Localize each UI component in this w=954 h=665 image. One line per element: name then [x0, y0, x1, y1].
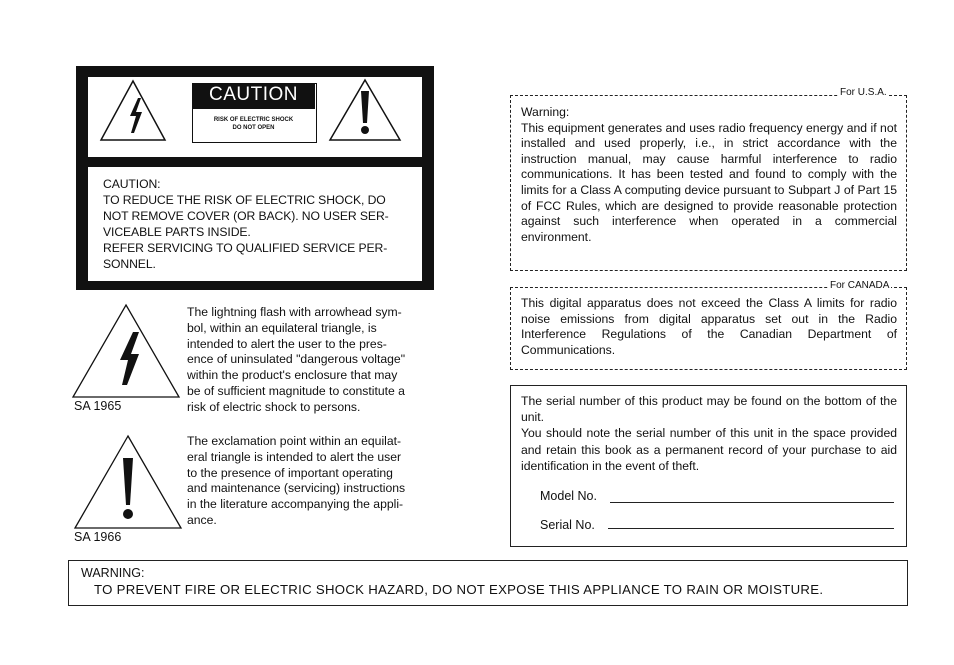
description-line: within the product's enclosure that may	[187, 368, 398, 383]
caution-line: CAUTION:	[103, 177, 161, 191]
caution-badge-sub1: RISK OF ELECTRIC SHOCK	[213, 117, 294, 123]
serial-paragraph-1: The serial number of this product may be found on the bottom of the unit.	[521, 394, 897, 425]
caution-line: REFER SERVICING TO QUALIFIED SERVICE PER-	[103, 241, 388, 255]
description-line: intended to alert the user to the pres-	[187, 336, 387, 351]
description-line: ance.	[187, 512, 217, 527]
description-line: eral triangle is intended to alert the user	[187, 449, 402, 464]
serial-paragraph-2: You should note the serial number of this unit in the space provided and retain this book as a permanent record of your purchase to aid identification in the event of theft.	[521, 426, 897, 473]
description-line: The lightning flash with arrowhead sym-	[187, 305, 402, 319]
exclamation-warning-icon	[327, 77, 403, 145]
caution-badge-sub2: DO NOT OPEN	[232, 125, 275, 131]
description-line: ence of uninsulated "dangerous voltage"	[187, 352, 406, 367]
exclamation-triangle-icon	[72, 433, 184, 531]
model-no-field[interactable]	[610, 502, 894, 503]
usa-tag: For U.S.A.	[840, 87, 887, 98]
exclamation-description	[187, 434, 442, 529]
description-line: risk of electric shock to persons.	[187, 399, 361, 414]
canada-tag: For CANADA	[830, 280, 890, 291]
usa-warning-body: This equipment generates and uses radio frequency energy and if not installed and used properly, i.e., in strict accordance with the instruction manual, may cause harmful interference to radio communications. It has been tested and found to comply with the limits for a Class A computing device pursuant to Subpart J of Part 15 of FCC Rules, which are designed to provide reasonable protection against such interference when operated in a commercial environment.	[521, 120, 897, 244]
lightning-warning-icon	[98, 78, 168, 144]
serial-no-field[interactable]	[608, 528, 894, 529]
model-no-label: Model No.	[540, 489, 597, 503]
caution-line: TO REDUCE THE RISK OF ELECTRIC SHOCK, DO	[103, 193, 386, 207]
description-line: be of sufficient magnitude to constitute a	[187, 383, 405, 398]
lightning-description	[187, 305, 442, 416]
caution-line: NOT REMOVE COVER (OR BACK). NO USER SER-	[103, 209, 389, 223]
canada-notice-body: This digital apparatus does not exceed the Class A limits for radio noise emissions from digital apparatus set out in the Radio Interference Regulations of the Canadian Department of Communications.	[521, 296, 897, 357]
caution-text	[103, 176, 413, 272]
usa-warning-title: Warning:	[521, 105, 570, 119]
serial-no-label: Serial No.	[540, 518, 595, 532]
sa-1966-label: SA 1966	[74, 530, 122, 544]
description-line: The exclamation point within an equilat-	[187, 434, 402, 448]
description-line: to the presence of important operating	[187, 465, 393, 480]
fire-warning-title: WARNING:	[81, 566, 145, 580]
description-line: bol, within an equilateral triangle, is	[187, 320, 377, 335]
description-line: and maintenance (servicing) instructions	[187, 481, 406, 496]
sa-1965-label: SA 1965	[74, 399, 122, 413]
caution-line: SONNEL.	[103, 257, 156, 271]
fire-warning-body: TO PREVENT FIRE OR ELECTRIC SHOCK HAZARD, DO NOT EXPOSE THIS APPLIANCE TO RAIN OR MOISTURE.	[94, 582, 824, 597]
caution-line: VICEABLE PARTS INSIDE.	[103, 225, 251, 239]
caution-badge-title: CAUTION	[209, 84, 298, 105]
serial-number-text	[521, 393, 897, 474]
description-line: in the literature accompanying the appli-	[187, 497, 404, 512]
usa-notice	[521, 105, 897, 245]
lightning-triangle-icon	[70, 302, 182, 400]
